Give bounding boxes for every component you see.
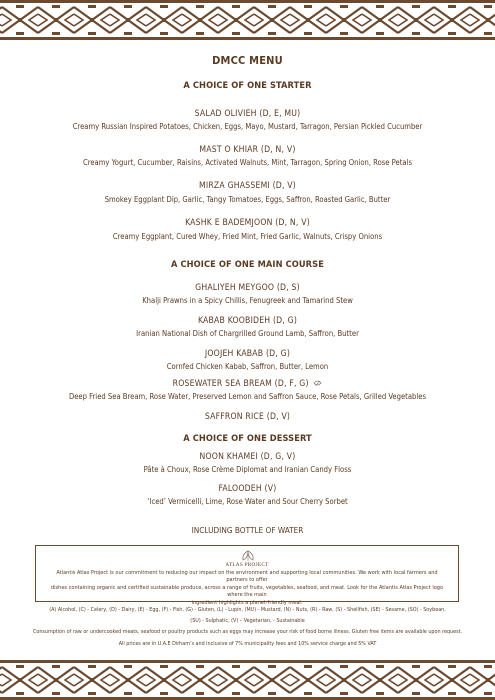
main-1-description: Khalji Prawns in a Spicy Chillis, Fenugreek and Tamarind Stew	[142, 296, 353, 305]
price-note: All prices are in U.A.E Dirham’s and inclusive of 7% municipality fees and 10% service charge and 5% VAT	[118, 641, 377, 647]
atlas-project-box	[35, 545, 459, 606]
atlas-line-3: ingredient highlights a planet-friendly meal.	[191, 599, 303, 606]
bottom-decorative-border	[0, 660, 495, 700]
atlas-line-2: dishes containing organic and certified sustainable produce, across a range of fruits, vegetables, seafood, and meat. Look for the Atlantis Atlas Project logo where the main	[50, 584, 444, 599]
atlas-project-text	[46, 570, 448, 607]
dessert-heading: A CHOICE OF ONE DESSERT	[183, 433, 312, 444]
allergen-legend-line-1: (A) Alcohol, (C) - Celery, (D) - Dairy, (E) - Egg, (F) - Fish, (G) - Gluten, (L) - Lupin, (MU) - Mustard, (N) - Nuts, (R) - Raw, (S) - Shellfish, (SE) - Sesame, (SO) - Soybean,	[49, 607, 446, 613]
dessert-2-name: FALOODEH (V)	[218, 484, 277, 494]
consumption-warning: Consumption of raw or undercooked meats, seafood or poultry products such as eggs may increase your risk of food borne illness. Gluten free items are available upon request.	[32, 629, 463, 635]
dessert-2-description: ‘Iced’ Vermicelli, Lime, Rose Water and Sour Cherry Sorbet	[147, 497, 348, 506]
border-pattern-bottom	[0, 660, 495, 700]
main-3-name: JOOJEH KABAB (D, G)	[204, 349, 291, 359]
menu-page	[0, 40, 495, 660]
atlas-project-name: ATLAS PROJECT	[225, 562, 269, 568]
main-1-name: GHALIYEH MEYGOO (D, S)	[195, 283, 300, 293]
main-course-heading: A CHOICE OF ONE MAIN COURSE	[171, 259, 324, 270]
starter-1-name: SALAD OLIVIEH (D, E, MU)	[194, 109, 301, 119]
main-4-name-row	[0, 379, 495, 389]
starter-2-description: Creamy Yogurt, Cucumber, Raisins, Activated Walnuts, Mint, Tarragon, Spring Onion, Rose Petals	[82, 158, 413, 167]
atlas-project-logo-icon	[239, 550, 257, 562]
atlas-leaf-icon	[313, 379, 322, 387]
main-2-name: KABAB KOOBIDEH (D, G)	[197, 316, 298, 326]
starter-3-name: MIRZA GHASSEMI (D, V)	[199, 181, 296, 191]
starter-2-name: MAST O KHIAR (D, N, V)	[199, 145, 296, 155]
top-decorative-border	[0, 0, 495, 40]
dessert-1-name: NOON KHAMEI (D, G, V)	[199, 452, 296, 462]
starter-4-description: Creamy Eggplant, Cured Whey, Fried Mint, Fried Garlic, Walnuts, Crispy Onions	[112, 232, 383, 241]
border-pattern-top	[0, 0, 495, 40]
starter-3-description: Smokey Eggplant Dip, Garlic, Tangy Tomatoes, Eggs, Saffron, Roasted Garlic, Butter	[104, 195, 391, 204]
saffron-rice: SAFFRON RICE (D, V)	[204, 412, 291, 422]
main-3-description: Cornfed Chicken Kabab, Saffron, Butter, Lemon	[166, 362, 329, 371]
starter-heading: A CHOICE OF ONE STARTER	[183, 80, 312, 91]
menu-title: DMCC MENU	[212, 54, 283, 67]
dessert-1-description: Pâte à Choux, Rose Crème Diplomat and Iranian Candy Floss	[143, 465, 352, 474]
water-note: INCLUDING BOTTLE OF WATER	[191, 525, 304, 535]
main-4-description: Deep Fried Sea Bream, Rose Water, Preserved Lemon and Saffron Sauce, Rose Petals, Grilled Vegetables	[68, 392, 427, 401]
main-4-name: ROSEWATER SEA BREAM (D, F, G)	[172, 379, 309, 389]
starter-4-name: KASHK E BADEMJOON (D, N, V)	[185, 218, 310, 228]
main-2-description: Iranian National Dish of Chargrilled Ground Lamb, Saffron, Butter	[136, 329, 359, 338]
atlas-line-1: Atlantis Atlas Project is our commitment to reducing our impact on the environment and supporting local communities. We work with local farmers and partners to offer	[56, 570, 438, 584]
starter-1-description: Creamy Russian Inspired Potatoes, Chicken, Eggs, Mayo, Mustard, Tarragon, Persian Pickled Cucumber	[72, 122, 423, 131]
allergen-legend-line-2: (SU) - Sulphatic, (V) – Vegetarian, - Sustainable	[190, 618, 305, 624]
